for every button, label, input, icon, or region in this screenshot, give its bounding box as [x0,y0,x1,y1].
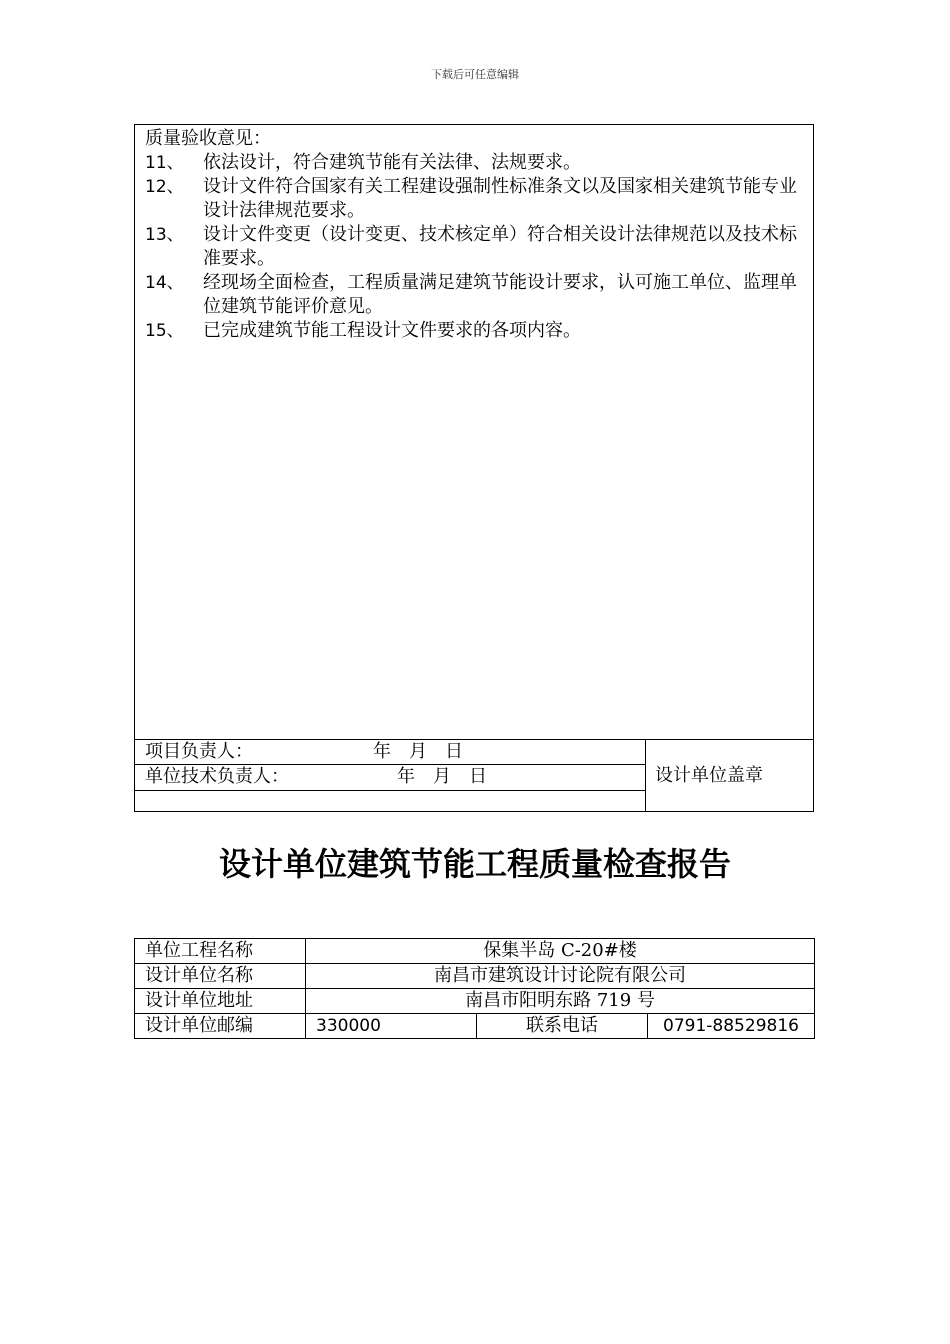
project-name-value: 保集半岛 C-20#楼 [306,939,815,964]
quality-opinion-box [134,124,814,812]
opinion-item-number: 14、 [145,273,184,293]
phone-label: 联系电话 [477,1014,648,1039]
project-lead-label: 项目负责人： [145,741,253,762]
postcode-value: 330000 [306,1014,477,1039]
opinion-item-text: 已完成建筑节能工程设计文件要求的各项内容。 [203,320,581,341]
opinion-item [145,271,805,319]
table-row [135,939,815,964]
tech-lead-label: 单位技术负责人： [145,766,289,787]
stamp-label: 设计单位盖章 [655,765,763,786]
opinion-item [145,151,805,175]
design-unit-label: 设计单位名称 [135,964,306,989]
tech-lead-date: 年 月 日 [397,766,487,787]
opinion-item-text: 设计文件符合国家有关工程建设强制性标准条文以及国家相关建筑节能专业设计法律规范要求。 [203,176,797,221]
info-table [134,938,815,1039]
signature-fields [135,740,646,812]
table-row [135,1014,815,1039]
row-divider [135,790,645,791]
header-note: 下载后可任意编辑 [431,68,519,81]
opinion-item-number: 11、 [145,153,184,173]
opinion-item-number: 15、 [145,321,184,341]
opinion-item [145,175,805,223]
opinion-item-number: 13、 [145,225,184,245]
opinion-section [145,127,805,343]
phone-value: 0791-88529816 [648,1014,815,1039]
opinion-title: 质量验收意见： [145,128,271,149]
page-title: 设计单位建筑节能工程质量检查报告 [218,845,731,883]
opinion-item-text: 设计文件变更（设计变更、技术核定单）符合相关设计法律规范以及技术标准要求。 [203,224,797,269]
opinion-item-number: 12、 [145,177,184,197]
design-unit-value: 南昌市建筑设计讨论院有限公司 [306,964,815,989]
opinion-item [145,223,805,271]
opinion-item-text: 经现场全面检查，工程质量满足建筑节能设计要求，认可施工单位、监理单位建筑节能评价意见。 [203,272,797,317]
table-row [135,989,815,1014]
address-value: 南昌市阳明东路 719 号 [306,989,815,1014]
table-row [135,964,815,989]
opinion-item [145,319,805,343]
opinion-item-text: 依法设计，符合建筑节能有关法律、法规要求。 [203,152,581,173]
project-lead-date: 年 月 日 [373,741,463,762]
project-name-label: 单位工程名称 [135,939,306,964]
postcode-label: 设计单位邮编 [135,1014,306,1039]
signature-area [135,739,813,812]
address-label: 设计单位地址 [135,989,306,1014]
